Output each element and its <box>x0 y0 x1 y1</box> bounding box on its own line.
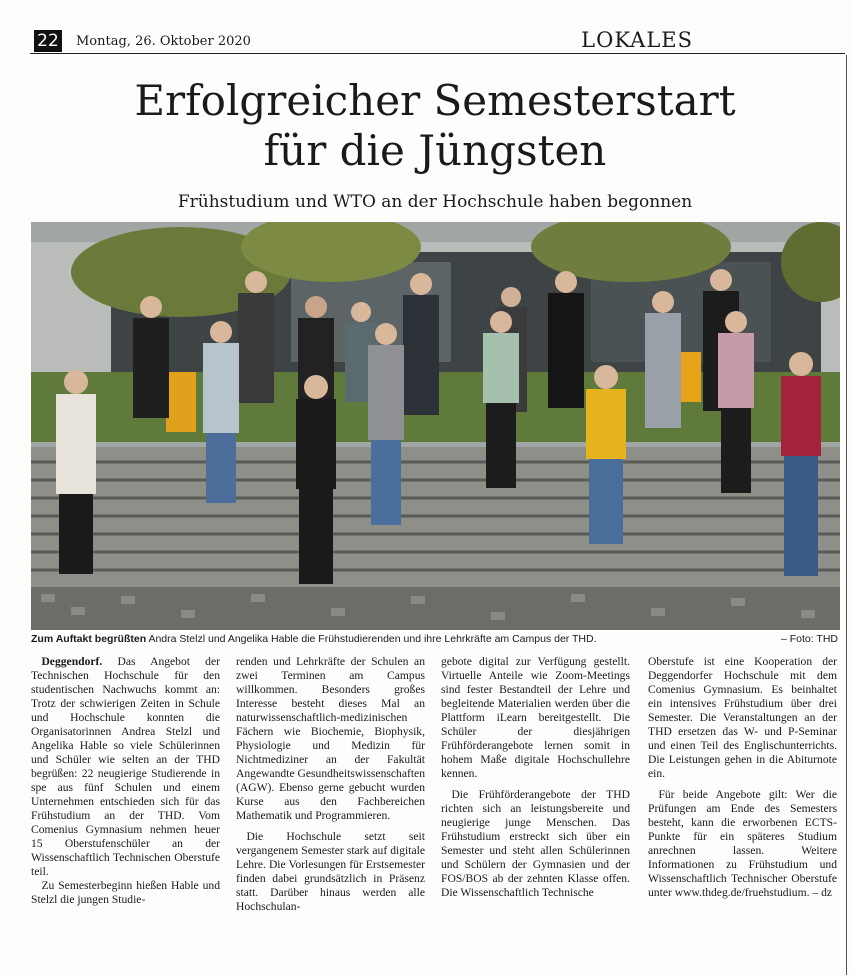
paragraph-text: Die Hochschule setzt seit vergangenem Semester stark auf digitale Lehre. Die Vorlesungen für Erstsemester finden dabei grundsätzlich in Präsenz statt. Darüber hinaus werden alle Hochschulan- <box>236 830 425 913</box>
paragraph-text: renden und Lehrkräfte der Schulen an zwei Terminen am Campus willkommen. Besonders großes Interesse besteht dieses Mal an naturwissenschaftlich-medizinischen Fächern wie Biochemie, Biophysik, Physiologie und Medizin für Nichtmediziner an der Fakultät Angewandte Gesundheitswissenschaften (AGW). Ebenso gerne gebucht wurden Kurse aus den Fachbereichen Mathematik und Programmieren. <box>236 655 425 822</box>
group-photo <box>31 222 840 630</box>
paragraph-text: Die Frühförderangebote der THD richten sich an leistungsbereite und neugierige junge Menschen. Das Frühstudium erstreckt sich über ein Semester und steht allen Schülerinnen und Schülern der Gymnasien und der FOS/BOS ab der zehnten Klasse offen. Die Wissenschaftlich Technische <box>441 788 630 899</box>
paragraph <box>31 655 220 879</box>
paragraph <box>648 788 837 900</box>
caption-text: Andra Stelzl und Angelika Hable die Frühstudierenden und ihre Lehrkräfte am Campus der THD. <box>146 633 597 645</box>
headline-line-1: Erfolgreicher Semesterstart <box>134 76 736 125</box>
headline-line-2: für die Jüngsten <box>263 126 607 175</box>
paragraph <box>236 830 425 914</box>
article-column-3 <box>441 655 630 900</box>
headline <box>30 76 840 176</box>
photo-credit: – Foto: THD <box>781 633 838 645</box>
photo-caption <box>31 633 840 646</box>
paragraph-text: gebote digital zur Verfügung gestellt. Virtuelle Anteile wie Zoom-Meetings sind fester Bestandteil der Lehre und begleitende Materialien werden über die Plattform iLearn bereitgestellt. Die Schüler der diesjährigen Frühförderangebote lernen somit in hohem Maße digitale Hochschullehre kennen. <box>441 655 630 780</box>
article-column-2 <box>236 655 425 914</box>
paragraph <box>648 655 837 781</box>
subheadline: Frühstudium und WTO an der Hochschule haben begonnen <box>177 192 693 212</box>
header-rule <box>30 53 845 54</box>
paragraph-text: Oberstufe ist eine Kooperation der Deggendorfer Hochschule mit dem Comenius Gymnasium. Es beinhaltet ein intensives Frühstudium über drei Semester. Die Veranstaltungen an der THD ersetzen das W- und P-Seminar und einen Teil des Englischunterrichts. Die Leistungen gehen in die Abiturnote ein. <box>648 655 837 780</box>
group-photo-illustration <box>31 222 840 630</box>
issue-date: Montag, 26. Oktober 2020 <box>76 34 251 49</box>
dateline: Deggendorf. <box>41 655 103 668</box>
paragraph-text: Zu Semesterbeginn hießen Hable und Stelzl die jungen Studie- <box>31 879 220 906</box>
paragraph <box>441 788 630 900</box>
column-rule <box>846 55 847 975</box>
paragraph <box>236 655 425 823</box>
paragraph-text: Für beide Angebote gilt: Wer die Prüfungen am Ende des Semesters besteht, kann die erworbenen ECTS-Punkte für ein späteres Studium anrechnen lassen. Weitere Informationen zu Frühstudium und Wissenschaftlich Technischer Oberstufe unter www.thdeg.de/fruehstudium. – dz <box>648 788 837 899</box>
paragraph <box>31 879 220 907</box>
article-body <box>31 655 840 970</box>
paragraph <box>441 655 630 781</box>
article-column-4 <box>648 655 837 900</box>
article-column-1 <box>31 655 220 907</box>
caption-lead: Zum Auftakt begrüßten <box>31 633 147 645</box>
section-title: LOKALES <box>581 28 693 52</box>
paragraph-text: Das Angebot der Technischen Hochschule für den studentischen Nachwuchs kommt an: Trotz der schwierigen Zeiten in Schule und Hochschule konnten die Organisatorinnen Andrea Stelzl und Angelika Hable so viele Schülerinnen und Schüler wie selten an der THD begrüßen: 22 neugierige Studierende in spe aus fünf Schulen und einem Unternehmen entschieden sich für das Frühstudium an der THD. Vom Comenius Gymnasium nehmen heuer 15 Oberstufenschüler an der Wissenschaftlich Technischen Oberstufe teil. <box>31 655 220 878</box>
page-number: 22 <box>34 30 62 52</box>
